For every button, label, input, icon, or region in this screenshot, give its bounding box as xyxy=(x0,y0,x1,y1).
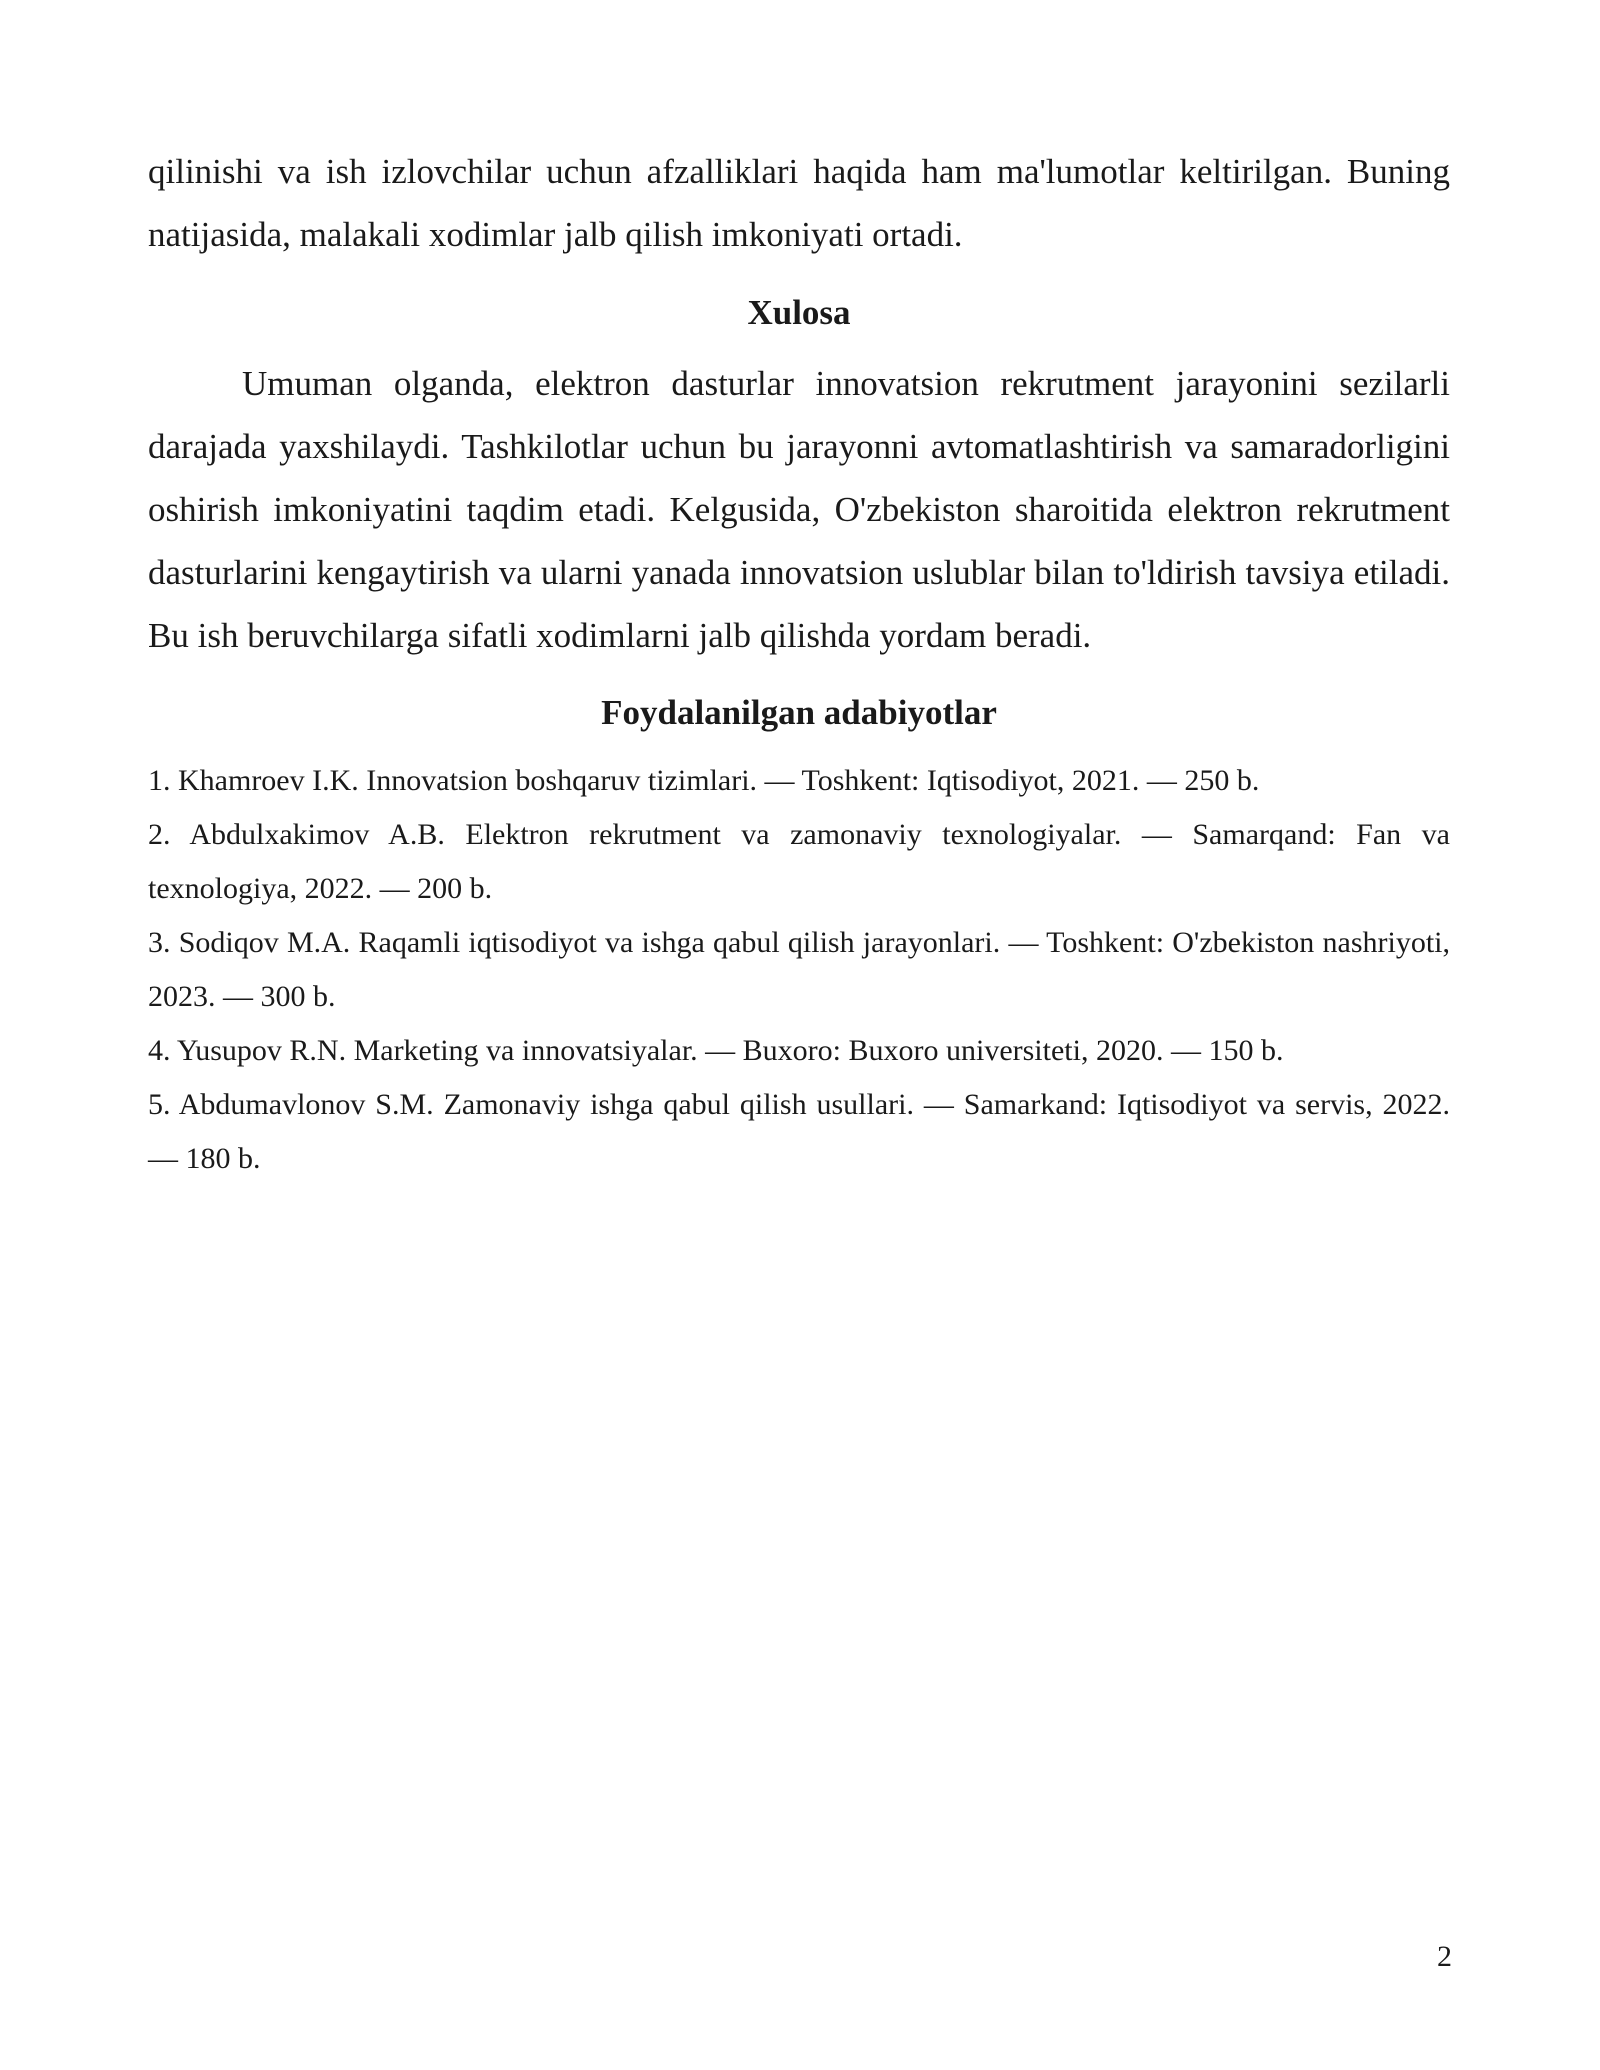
document-page xyxy=(148,140,1450,1186)
reference-item: 3. Sodiqov M.A. Raqamli iqtisodiyot va ishga qabul qilish jarayonlari. — Toshkent: O'zbekiston nashriyoti, 2023. — 300 b. xyxy=(148,926,1450,1013)
reference-item: 2. Abdulxakimov A.B. Elektron rekrutment va zamonaviy texnologiyalar. — Samarqand: Fan va texnologiya, 2022. — 200 b. xyxy=(148,818,1450,905)
conclusion-heading: Xulosa xyxy=(747,293,851,332)
references-list xyxy=(148,754,1450,1186)
references-heading: Foydalanilgan adabiyotlar xyxy=(601,693,997,732)
reference-item: 1. Khamroev I.K. Innovatsion boshqaruv tizimlari. — Toshkent: Iqtisodiyot, 2021. — 250 b. xyxy=(148,764,1260,797)
reference-item: 5. Abdumavlonov S.M. Zamonaviy ishga qabul qilish usullari. — Samarkand: Iqtisodiyot va servis, 2022. — 180 b. xyxy=(148,1088,1450,1175)
reference-item: 4. Yusupov R.N. Marketing va innovatsiyalar. — Buxoro: Buxoro universiteti, 2020. — 150 b. xyxy=(148,1034,1284,1067)
intro-paragraph: qilinishi va ish izlovchilar uchun afzalliklari haqida ham ma'lumotlar keltirilgan. Buning natijasida, malakali xodimlar jalb qilish imkoniyati ortadi. xyxy=(148,152,1450,254)
conclusion-paragraph: Umuman olganda, elektron dasturlar innovatsion rekrutment jarayonini sezilarli darajada yaxshilaydi. Tashkilotlar uchun bu jarayonni avtomatlashtirish va samaradorligini oshirish imkoniyatini taqdim etadi. Kelgusida, O'zbekiston sharoitida elektron rekrutment dasturlarini kengaytirish va ularni yanada innovatsion uslublar bilan to'ldirish tavsiya etiladi. Bu ish beruvchilarga sifatli xodimlarni jalb qilishda yordam beradi. xyxy=(148,364,1450,655)
page-number: 2 xyxy=(1437,1940,1452,1973)
